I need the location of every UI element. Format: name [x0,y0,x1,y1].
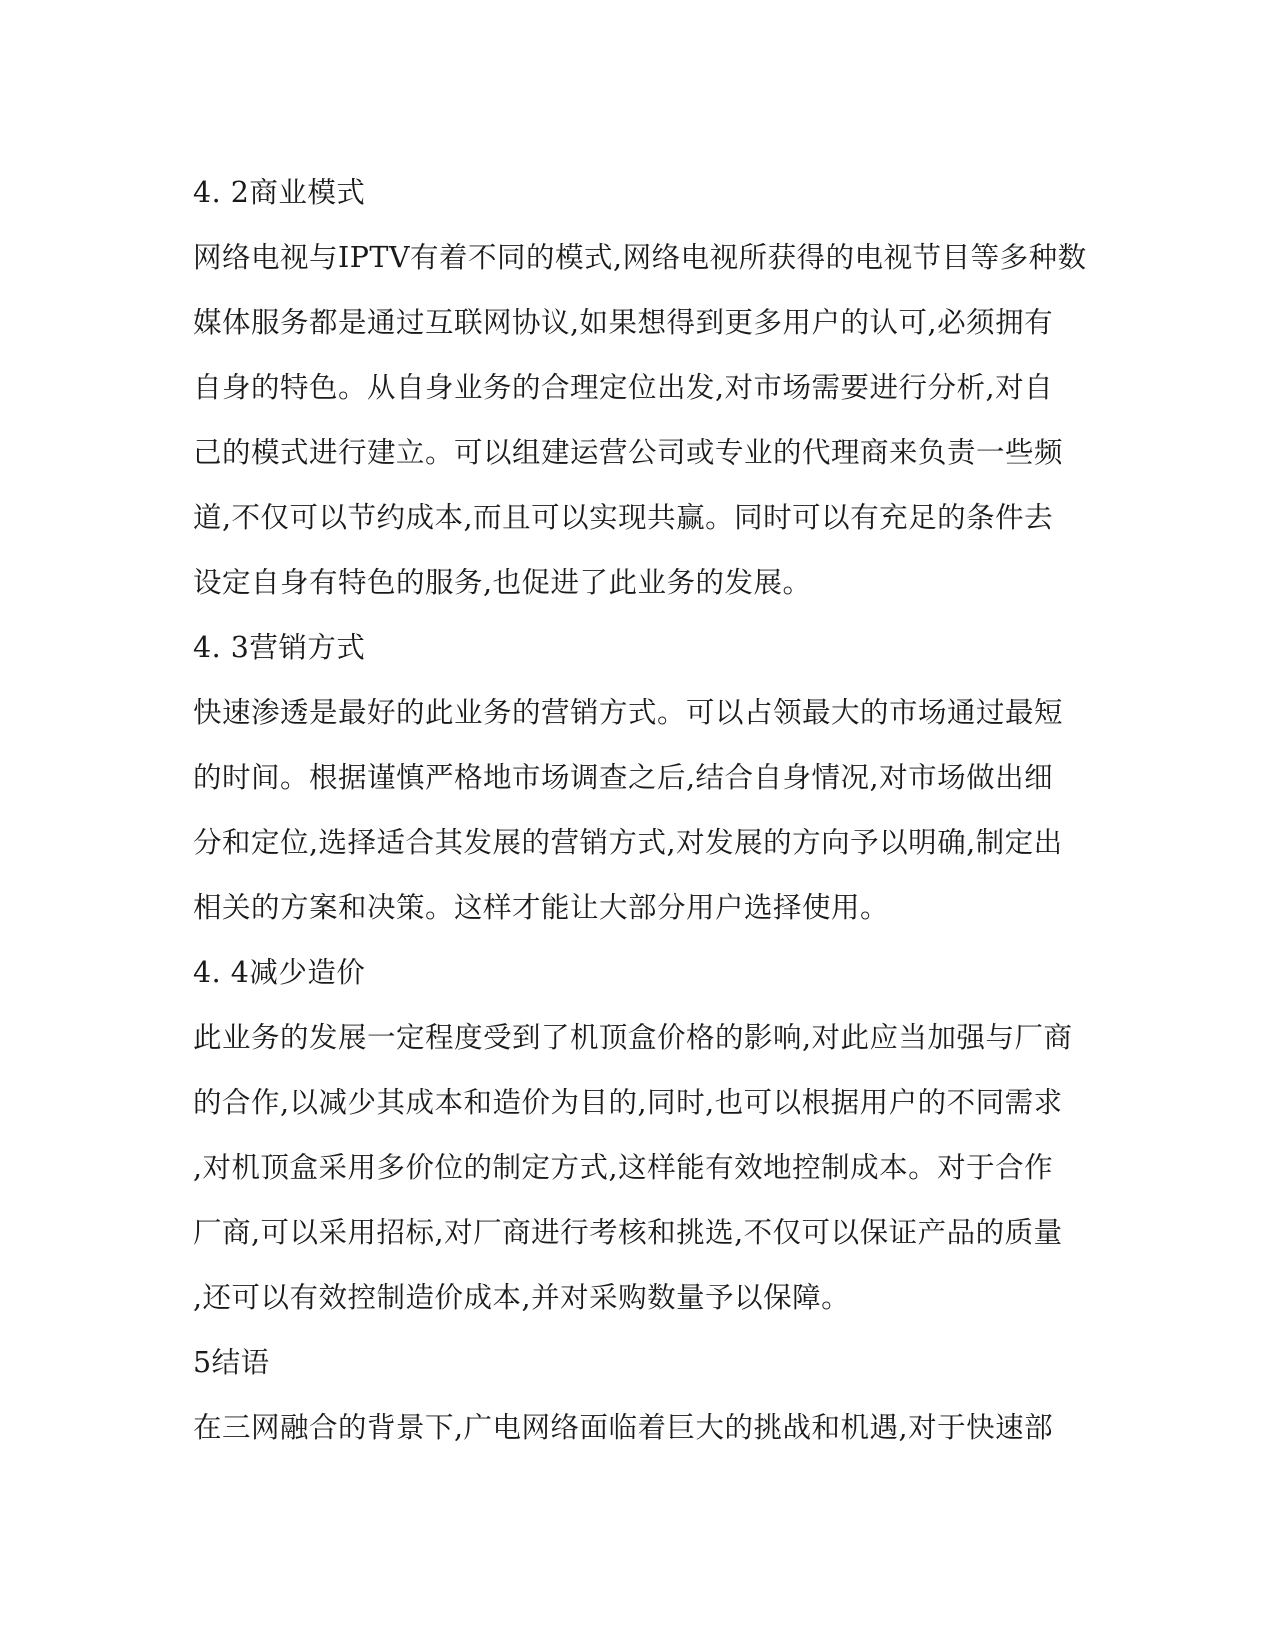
paragraph-line: 的时间。根据谨慎严格地市场调查之后,结合自身情况,对市场做出细 [193,761,1054,794]
paragraph-line: 自身的特色。从自身业务的合理定位出发,对市场需要进行分析,对自 [193,371,1054,404]
paragraph-line: ,还可以有效控制造价成本,并对采购数量予以保障。 [193,1281,851,1314]
paragraph-line: 己的模式进行建立。可以组建运营公司或专业的代理商来负责一些频 [193,436,1064,469]
paragraph-line: 设定自身有特色的服务,也促进了此业务的发展。 [193,566,812,599]
section-heading-4-2: 4. 2商业模式 [193,176,366,209]
section-heading-4-4: 4. 4减少造价 [193,956,366,989]
section-heading-4-3: 4. 3营销方式 [193,631,366,664]
paragraph-line: 在三网融合的背景下,广电网络面临着巨大的挑战和机遇,对于快速部 [193,1411,1054,1444]
paragraph-line: 相关的方案和决策。这样才能让大部分用户选择使用。 [193,891,890,924]
paragraph-line: 此业务的发展一定程度受到了机顶盒价格的影响,对此应当加强与厂商 [193,1021,1073,1054]
document-body [193,160,1093,1460]
paragraph-line: ,对机顶盒采用多价位的制定方式,这样能有效地控制成本。对于合作 [193,1151,1054,1184]
paragraph-line: 网络电视与IPTV有着不同的模式,网络电视所获得的电视节目等多种数 [193,241,1087,274]
paragraph-line: 快速渗透是最好的此业务的营销方式。可以占领最大的市场通过最短 [193,696,1064,729]
paragraph-line: 厂商,可以采用招标,对厂商进行考核和挑选,不仅可以保证产品的质量 [193,1216,1063,1249]
paragraph-line: 道,不仅可以节约成本,而且可以实现共赢。同时可以有充足的条件去 [193,501,1054,534]
paragraph-line: 媒体服务都是通过互联网协议,如果想得到更多用户的认可,必须拥有 [193,306,1054,339]
paragraph-line: 分和定位,选择适合其发展的营销方式,对发展的方向予以明确,制定出 [193,826,1063,859]
paragraph-line: 的合作,以减少其成本和造价为目的,同时,也可以根据用户的不同需求 [193,1086,1063,1119]
section-heading-5: 5结语 [193,1346,270,1379]
